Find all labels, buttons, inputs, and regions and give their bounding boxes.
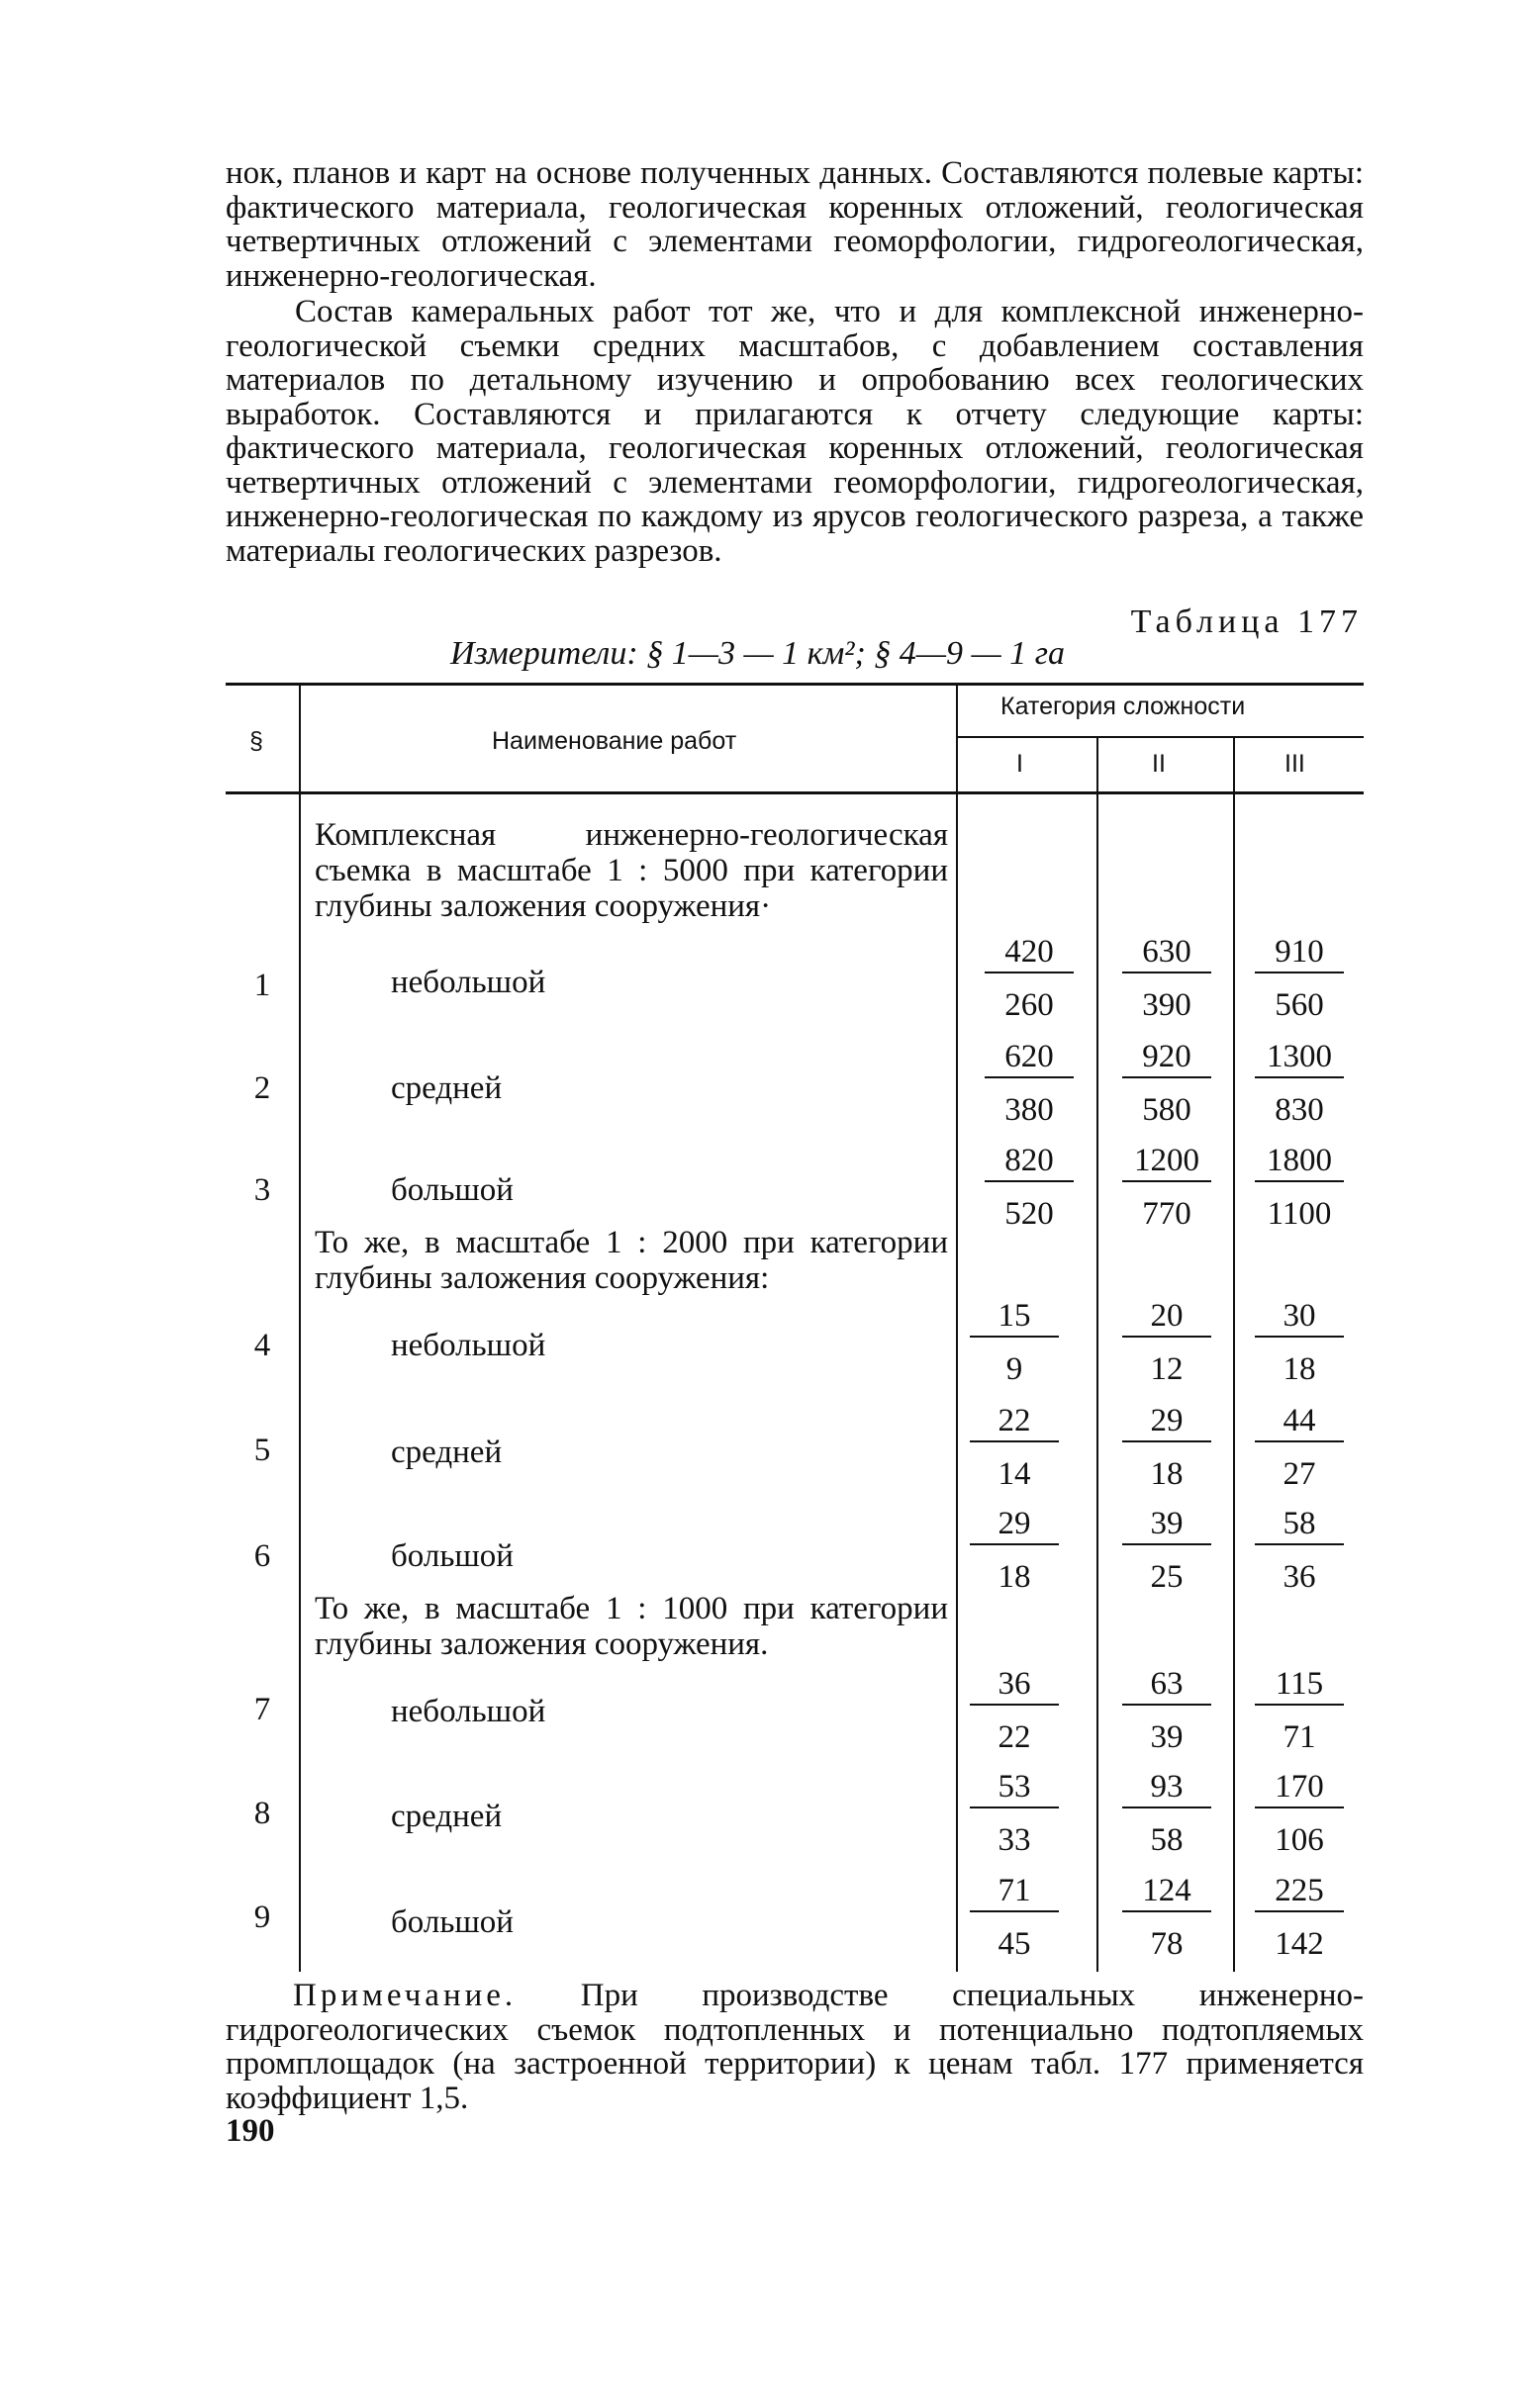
value-numerator: 44 <box>1255 1403 1344 1442</box>
value-numerator: 36 <box>970 1666 1059 1706</box>
value-cat2 <box>1122 1298 1211 1387</box>
value-denominator: 18 <box>1150 1456 1184 1492</box>
value-cat1 <box>970 1298 1059 1387</box>
value-denominator: 770 <box>1142 1196 1191 1232</box>
value-cat2 <box>1122 1403 1211 1492</box>
value-cat1 <box>970 1506 1059 1595</box>
value-denominator: 14 <box>998 1456 1031 1492</box>
header-cat-1: I <box>1016 750 1023 778</box>
group-3-text: То же, в масштабе 1 : 1000 при категории глубины заложения сооружения. <box>315 1591 948 1662</box>
row-label: небольшой <box>391 965 546 1000</box>
value-cat1 <box>970 1666 1059 1755</box>
value-cat1 <box>970 1769 1059 1858</box>
value-cat1 <box>970 1403 1059 1492</box>
vline-cat2-cat3 <box>1233 738 1235 1972</box>
value-denominator: 580 <box>1142 1092 1191 1128</box>
row-number: 6 <box>253 1538 271 1574</box>
vline-section-name <box>299 686 301 1972</box>
value-denominator: 560 <box>1275 987 1324 1023</box>
header-cat-2: II <box>1152 750 1166 778</box>
value-cat2 <box>1122 1769 1211 1858</box>
value-denominator: 18 <box>1283 1351 1316 1387</box>
value-numerator: 1300 <box>1255 1039 1344 1078</box>
row-label: средней <box>391 1435 503 1470</box>
value-cat2 <box>1122 934 1211 1023</box>
value-numerator: 71 <box>970 1873 1059 1912</box>
value-numerator: 93 <box>1122 1769 1211 1808</box>
value-numerator: 29 <box>970 1506 1059 1545</box>
value-denominator: 36 <box>1283 1559 1316 1595</box>
row-number: 3 <box>253 1172 271 1208</box>
row-label: небольшой <box>391 1694 546 1729</box>
header-section: § <box>249 727 263 755</box>
value-denominator: 142 <box>1275 1926 1324 1962</box>
value-cat1 <box>985 934 1074 1023</box>
value-denominator: 12 <box>1150 1351 1184 1387</box>
value-cat1 <box>970 1873 1059 1962</box>
value-denominator: 1100 <box>1267 1196 1332 1232</box>
value-cat3 <box>1255 1506 1344 1595</box>
value-denominator: 9 <box>1005 1351 1023 1387</box>
value-cat2 <box>1122 1506 1211 1595</box>
value-numerator: 53 <box>970 1769 1059 1808</box>
value-cat3 <box>1255 1403 1344 1492</box>
value-denominator: 520 <box>1004 1196 1054 1232</box>
row-number: 8 <box>253 1796 271 1831</box>
group-2-text: То же, в масштабе 1 : 2000 при категории глубины заложения сооружения: <box>315 1225 948 1296</box>
value-cat3 <box>1255 1769 1344 1858</box>
value-denominator: 18 <box>998 1559 1031 1595</box>
value-denominator: 390 <box>1142 987 1191 1023</box>
row-label: большой <box>391 1172 514 1208</box>
table-units: Измерители: § 1—3 — 1 км²; § 4—9 — 1 га <box>450 635 1066 672</box>
value-numerator: 29 <box>1122 1403 1211 1442</box>
value-denominator: 22 <box>998 1719 1031 1755</box>
value-denominator: 58 <box>1150 1822 1184 1858</box>
value-cat2 <box>1122 1666 1211 1755</box>
value-numerator: 30 <box>1255 1298 1344 1338</box>
value-numerator: 15 <box>970 1298 1059 1338</box>
value-denominator: 78 <box>1150 1926 1184 1962</box>
row-number: 5 <box>253 1433 271 1468</box>
value-numerator: 820 <box>985 1143 1074 1182</box>
row-label: большой <box>391 1904 514 1940</box>
header-name: Наименование работ <box>492 727 737 755</box>
page-number: 190 <box>226 2113 275 2149</box>
row-number: 2 <box>253 1070 271 1106</box>
value-numerator: 225 <box>1255 1873 1344 1912</box>
value-numerator: 1200 <box>1122 1143 1211 1182</box>
body-paragraph-1: нок, планов и карт на основе полученных данных. Составляются полевые карты: фактического материала, геологическая коренных отложений, геологическая четвертичных отложений с элементами геоморфологии, гидрогеологическая, инженерно-геологическая. <box>226 155 1364 294</box>
value-numerator: 620 <box>985 1039 1074 1078</box>
value-cat1 <box>985 1039 1074 1128</box>
value-denominator: 830 <box>1275 1092 1324 1128</box>
row-label: средней <box>391 1799 503 1834</box>
value-cat3 <box>1255 1666 1344 1755</box>
note-label: Примечание. <box>293 1978 518 2013</box>
body-paragraph-2: Состав камеральных работ тот же, что и для комплексной инженерно-геологической съемки средних масштабов, с добавлением составления материалов по детальному изучению и опробованию всех геологических выработок. Составляются и прилагаются к отчету следующие карты: фактического материала, геологическая коренных отложений, геологическая четвертичных отложений с элементами геоморфологии, гидрогеологическая, инженерно-геологическая по каждому из ярусов геологического разреза, а также материалы геологических разрезов. <box>226 294 1364 569</box>
value-denominator: 33 <box>998 1822 1031 1858</box>
value-denominator: 27 <box>1283 1456 1316 1492</box>
vline-name-cat1 <box>956 686 958 1972</box>
table-top-rule <box>226 683 1364 686</box>
header-bottom-rule <box>226 791 1364 794</box>
value-cat3 <box>1255 934 1344 1023</box>
category-subheader-rule <box>958 736 1364 738</box>
value-cat2 <box>1122 1039 1211 1128</box>
value-cat3 <box>1255 1143 1344 1232</box>
row-label: небольшой <box>391 1328 546 1363</box>
vline-cat1-cat2 <box>1096 738 1098 1972</box>
value-numerator: 63 <box>1122 1666 1211 1706</box>
value-denominator: 260 <box>1004 987 1054 1023</box>
row-number: 4 <box>253 1328 271 1363</box>
value-numerator: 22 <box>970 1403 1059 1442</box>
value-numerator: 920 <box>1122 1039 1211 1078</box>
value-cat3 <box>1255 1873 1344 1962</box>
header-category: Категория сложности <box>1000 693 1246 720</box>
value-denominator: 25 <box>1150 1559 1184 1595</box>
row-label: большой <box>391 1538 514 1574</box>
value-numerator: 910 <box>1255 934 1344 973</box>
value-cat2 <box>1122 1873 1211 1962</box>
value-numerator: 630 <box>1122 934 1211 973</box>
value-numerator: 1800 <box>1255 1143 1344 1182</box>
value-denominator: 106 <box>1275 1822 1324 1858</box>
table-note <box>226 1979 1364 2115</box>
value-denominator: 71 <box>1283 1719 1316 1755</box>
value-denominator: 45 <box>998 1926 1031 1962</box>
value-numerator: 115 <box>1255 1666 1344 1706</box>
value-numerator: 39 <box>1122 1506 1211 1545</box>
row-number: 9 <box>253 1899 271 1935</box>
table-caption: Таблица 177 <box>1130 603 1363 640</box>
group-1-text: Комплексная инженерно-геологическая съемка в масштабе 1 : 5000 при категории глубины заложения сооружения· <box>315 817 948 924</box>
header-cat-3: III <box>1284 750 1305 778</box>
value-denominator: 380 <box>1004 1092 1054 1128</box>
value-numerator: 420 <box>985 934 1074 973</box>
row-number: 1 <box>253 968 271 1003</box>
value-numerator: 170 <box>1255 1769 1344 1808</box>
row-number: 7 <box>253 1692 271 1727</box>
value-numerator: 124 <box>1122 1873 1211 1912</box>
value-cat2 <box>1122 1143 1211 1232</box>
row-label: средней <box>391 1070 503 1106</box>
value-numerator: 20 <box>1122 1298 1211 1338</box>
value-denominator: 39 <box>1150 1719 1184 1755</box>
value-numerator: 58 <box>1255 1506 1344 1545</box>
note-text: При производстве специальных инженерно-гидрогеологических съемок подтопленных и потенциально подтопляемых промплощадок (на застроенной территории) к ценам табл. 177 применяется коэффициент 1,5. <box>226 1978 1364 2116</box>
value-cat3 <box>1255 1039 1344 1128</box>
value-cat3 <box>1255 1298 1344 1387</box>
value-cat1 <box>985 1143 1074 1232</box>
